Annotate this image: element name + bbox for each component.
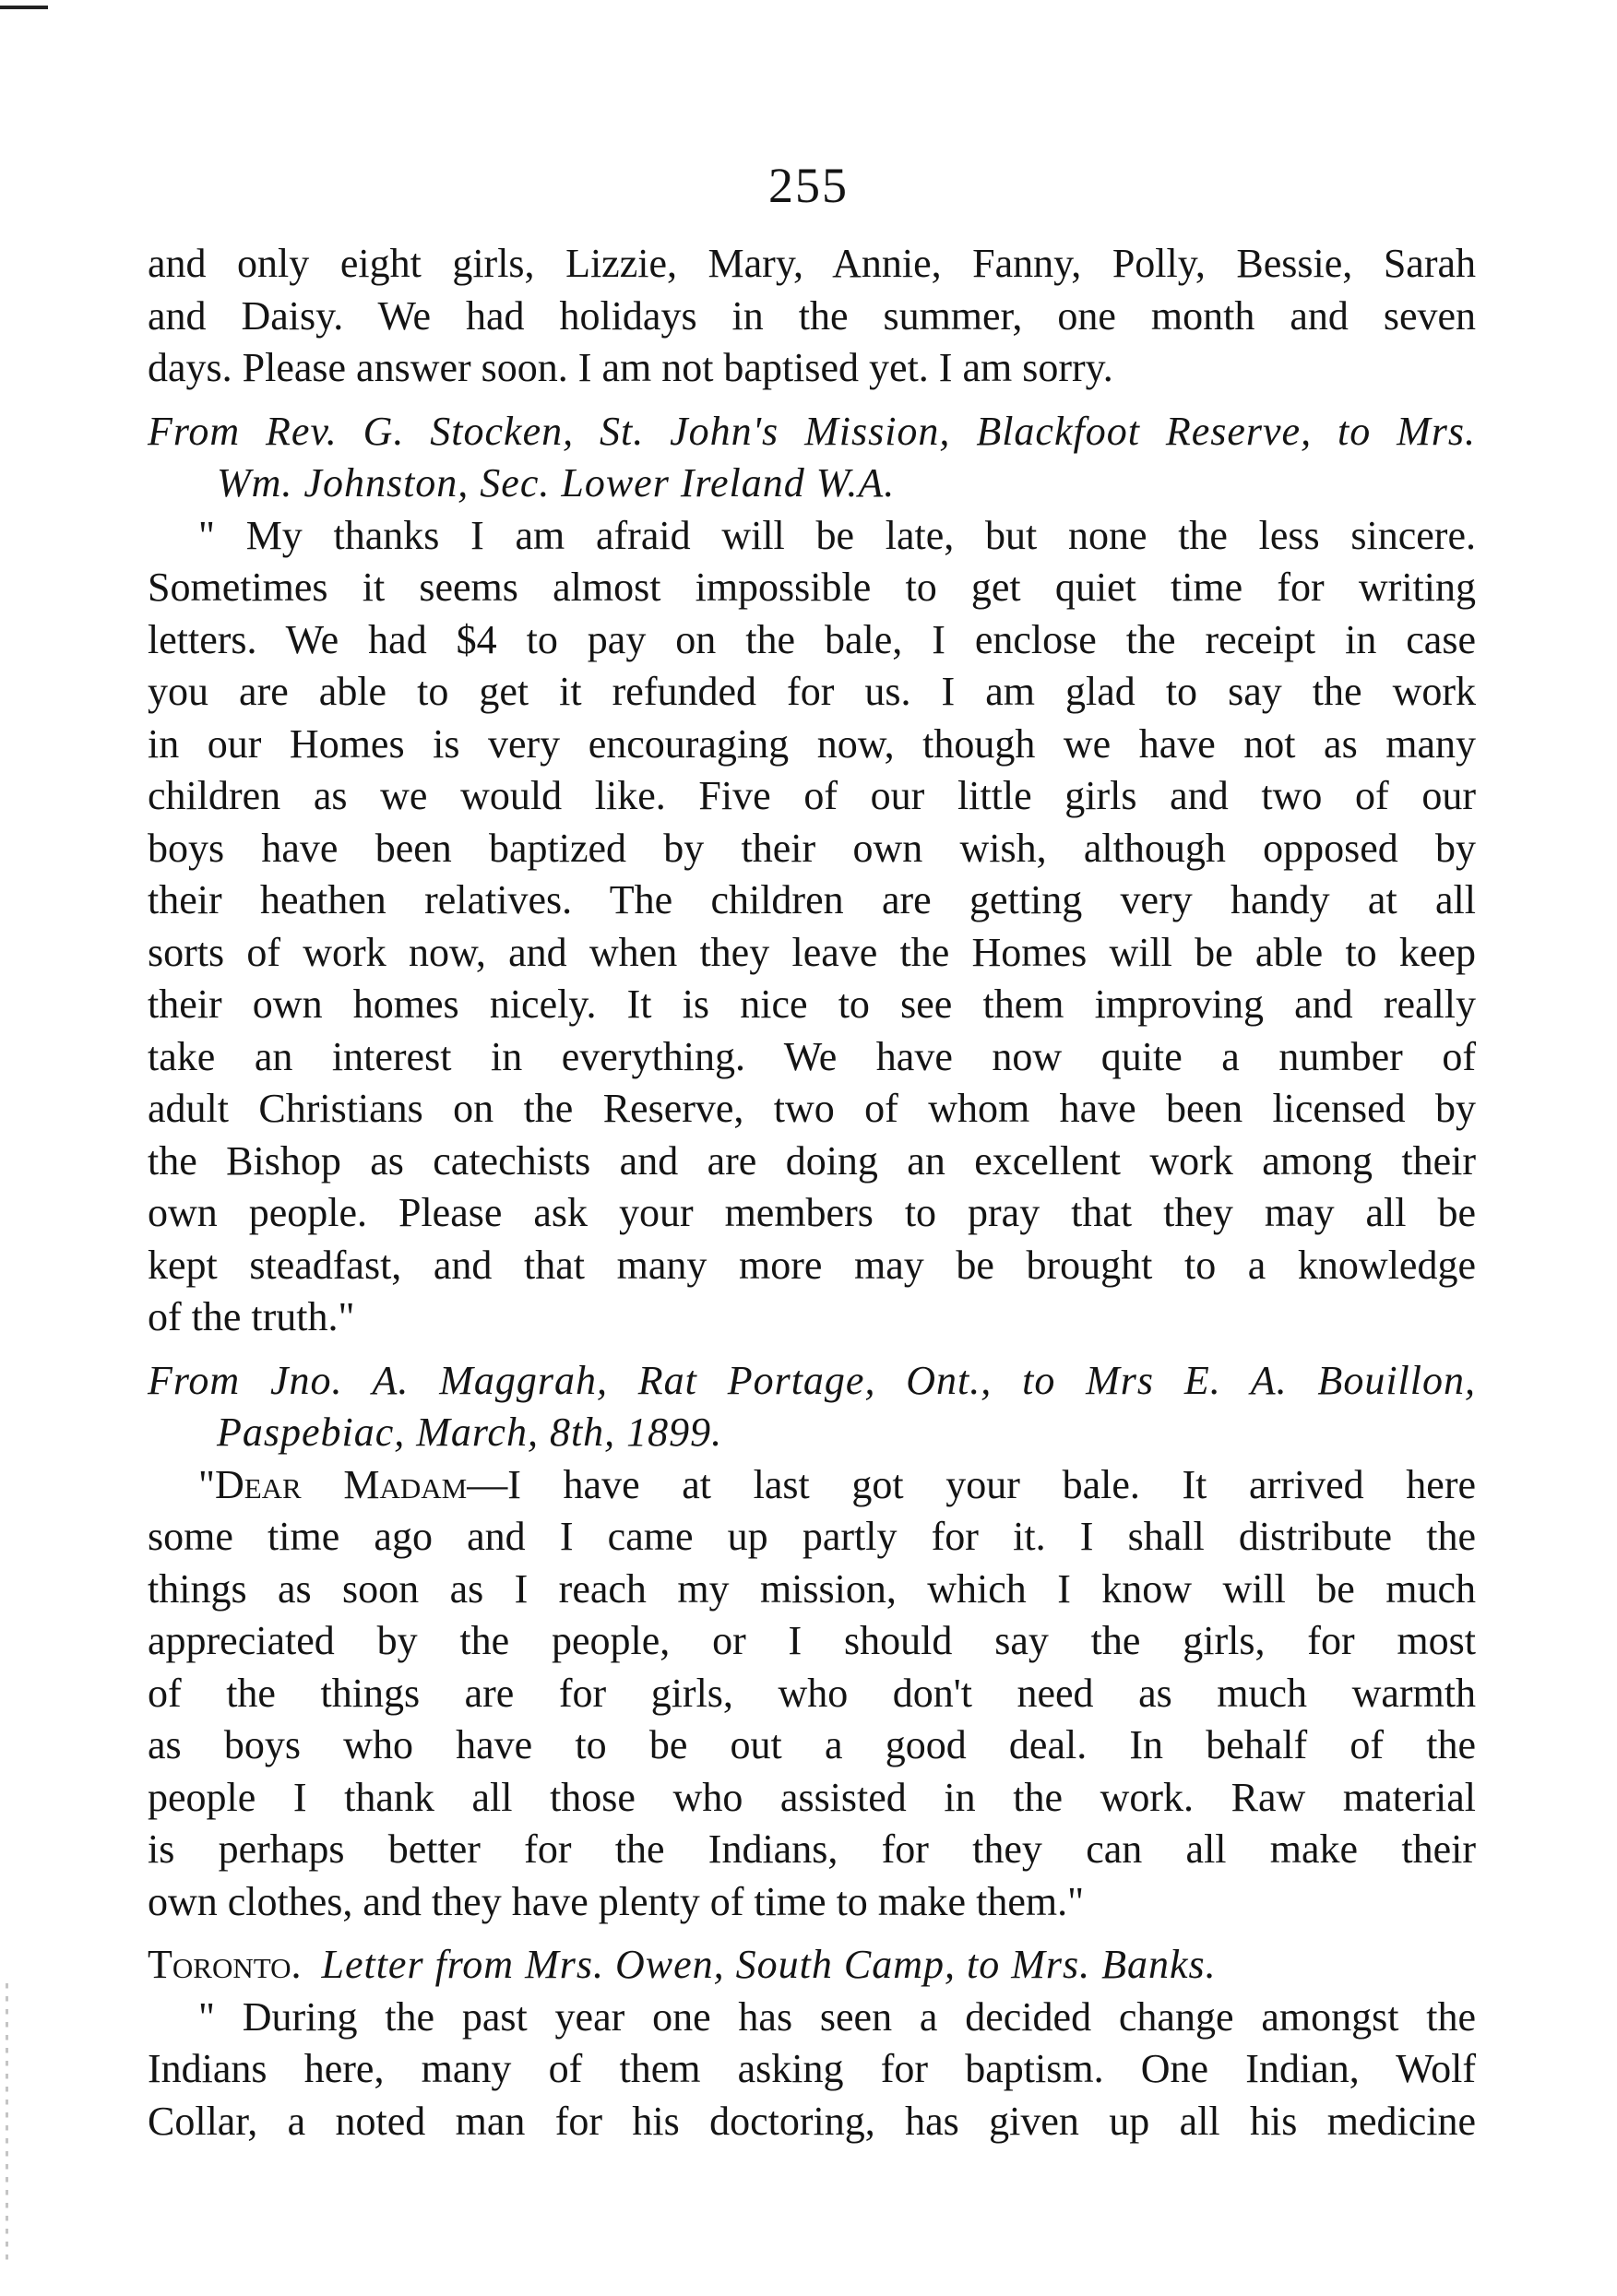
text-line: sorts of work now, and when they leave the Homes will be able to keep	[148, 929, 1476, 975]
text-line: of the things are for girls, who don't need as much warmth	[148, 1670, 1476, 1716]
heading-line: Letter from Mrs. Owen, South Camp, to Mrs. Banks.	[321, 1942, 1217, 1987]
text-line: their own homes nicely. It is nice to see them improving and really	[148, 981, 1476, 1027]
text-line: appreciated by the people, or I should say the girls, for most	[148, 1618, 1476, 1663]
letter-body-maggrah	[148, 1459, 1476, 1929]
heading-line: Paspebiac, March, 8th, 1899.	[217, 1410, 723, 1455]
heading-line: From Rev. G. Stocken, St. John's Mission, Blackfoot Reserve, to Mrs.	[148, 408, 1476, 454]
text-line: and Daisy. We had holidays in the summer, one month and seven	[148, 292, 1476, 339]
letter-heading-maggrah	[148, 1355, 1476, 1459]
text-line: is perhaps better for the Indians, for they can all make their	[148, 1826, 1476, 1872]
text-line: things as soon as I reach my mission, which I know will be much	[148, 1565, 1476, 1612]
text-line: boys have been baptized by their own wish, although opposed by	[148, 825, 1476, 871]
text-line: children as we would like. Five of our little girls and two of our	[148, 773, 1476, 818]
text-line: Indians here, many of them asking for baptism. One Indian, Wolf	[148, 2046, 1476, 2091]
heading-line: From Jno. A. Maggrah, Rat Portage, Ont., to Mrs E. A. Bouillon,	[148, 1357, 1476, 1403]
text-line: " During the past year one has seen a decided change amongst the	[198, 1993, 1476, 2040]
place-name: Toronto.	[148, 1942, 302, 1987]
text-line: Sometimes it seems almost impossible to get quiet time for writing	[148, 565, 1476, 610]
letter-body-stocken	[148, 510, 1476, 1344]
text-line: own people. Please ask your members to pray that they may all be	[148, 1190, 1476, 1235]
paragraph-continuation	[148, 238, 1476, 395]
text-line: letters. We had $4 to pay on the bale, I enclose the receipt in case	[148, 616, 1476, 662]
text-line: people I thank all those who assisted in the work. Raw material	[148, 1774, 1476, 1820]
text-line: days. Please answer soon. I am not baptised yet. I am sorry.	[148, 345, 1113, 390]
letter-heading-stocken	[148, 406, 1476, 510]
text-line: own clothes, and they have plenty of time to make them."	[148, 1878, 1085, 1924]
letter-heading-owen	[148, 1939, 1476, 1992]
text-line: and only eight girls, Lizzie, Mary, Annie, Fanny, Polly, Bessie, Sarah	[148, 241, 1476, 286]
text-line: some time ago and I came up partly for it. I shall distribute the	[148, 1514, 1476, 1559]
text-line-rest: —I have at last got your bale. It arrived here	[467, 1461, 1477, 1507]
text-line: kept steadfast, and that many more may be brought to a knowledge	[148, 1242, 1476, 1288]
page-number: 255	[768, 158, 849, 213]
text-line: Collar, a noted man for his doctoring, has given up all his medicine	[148, 2098, 1476, 2144]
text-line: adult Christians on the Reserve, two of whom have been licensed by	[148, 1086, 1476, 1131]
text-line: as boys who have to be out a good deal. In behalf of the	[148, 1722, 1476, 1767]
heading-line: Wm. Johnston, Sec. Lower Ireland W.A.	[217, 460, 896, 506]
text-line: take an interest in everything. We have now quite a number of	[148, 1033, 1476, 1079]
text-line: you are able to get it refunded for us. I am glad to say the work	[148, 669, 1476, 714]
letter-body-owen	[148, 1992, 1476, 2148]
text-line: in our Homes is very encouraging now, though we have not as many	[148, 720, 1476, 767]
text-line: of the truth."	[148, 1294, 355, 1339]
text-line: the Bishop as catechists and are doing an excellent work among their	[148, 1137, 1476, 1184]
corner-scan-mark	[0, 6, 48, 9]
text-line	[148, 1459, 1476, 1512]
text-line: " My thanks I am afraid will be late, but none the less sincere.	[198, 512, 1476, 558]
page-body	[148, 238, 1476, 2147]
text-line: their heathen relatives. The children are getting very handy at all	[148, 877, 1476, 922]
scan-edge-artifact	[6, 1983, 8, 2260]
salutation: "Dear Madam	[198, 1461, 468, 1507]
